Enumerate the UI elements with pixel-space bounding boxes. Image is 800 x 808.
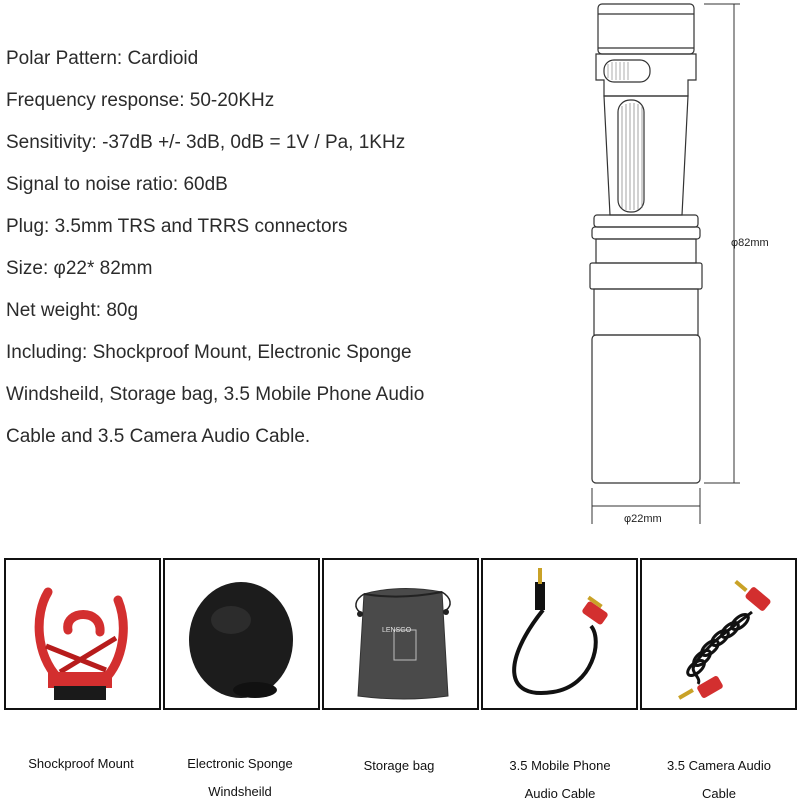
- camera-cable-image: [642, 560, 795, 708]
- windscreen-caption: Electronic Sponge Windsheild: [187, 756, 293, 799]
- camera-cable-box: [640, 558, 797, 710]
- spec-snr: Signal to noise ratio: 60dB: [6, 174, 228, 195]
- accessories-row: [4, 558, 800, 708]
- storage-bag-caption: Storage bag: [363, 758, 435, 773]
- spec-plug: Plug: 3.5mm TRS and TRRS connectors: [6, 216, 348, 237]
- spec-including-1: Including: Shockproof Mount, Electronic Sponge: [6, 342, 412, 363]
- storage-bag-image: [324, 560, 477, 708]
- spec-size: Size: φ22* 82mm: [6, 258, 153, 279]
- width-dimension-label: φ22mm: [624, 513, 662, 525]
- spec-including-3: Cable and 3.5 Camera Audio Cable.: [6, 426, 311, 447]
- phone-cable-image: [483, 560, 636, 708]
- spec-polar-pattern: Polar Pattern: Cardioid: [6, 48, 199, 69]
- spec-list: [6, 38, 476, 458]
- camera-cable-caption: 3.5 Camera Audio Cable: [666, 758, 772, 801]
- spec-net-weight: Net weight: 80g: [6, 300, 139, 321]
- spec-frequency-response: Frequency response: 50-20KHz: [6, 90, 275, 111]
- bag-logo: LENSGO: [382, 627, 412, 634]
- spec-sensitivity: Sensitivity: -37dB +/- 3dB, 0dB = 1V / Pa, 1KHz: [6, 132, 406, 153]
- phone-cable-box: [481, 558, 638, 710]
- spec-including-2: Windsheild, Storage bag, 3.5 Mobile Phone Audio: [6, 384, 425, 405]
- foam-windscreen-image: [165, 560, 318, 708]
- shockmount-box: [4, 558, 161, 710]
- microphone-diagram: [570, 0, 800, 530]
- phone-cable-caption: 3.5 Mobile Phone Audio Cable: [509, 758, 611, 801]
- shockmount-caption: Shockproof Mount: [28, 756, 134, 771]
- shockmount-image: [6, 560, 159, 708]
- height-dimension-label: φ82mm: [731, 237, 769, 249]
- windscreen-box: [163, 558, 320, 710]
- storage-bag-box: [322, 558, 479, 710]
